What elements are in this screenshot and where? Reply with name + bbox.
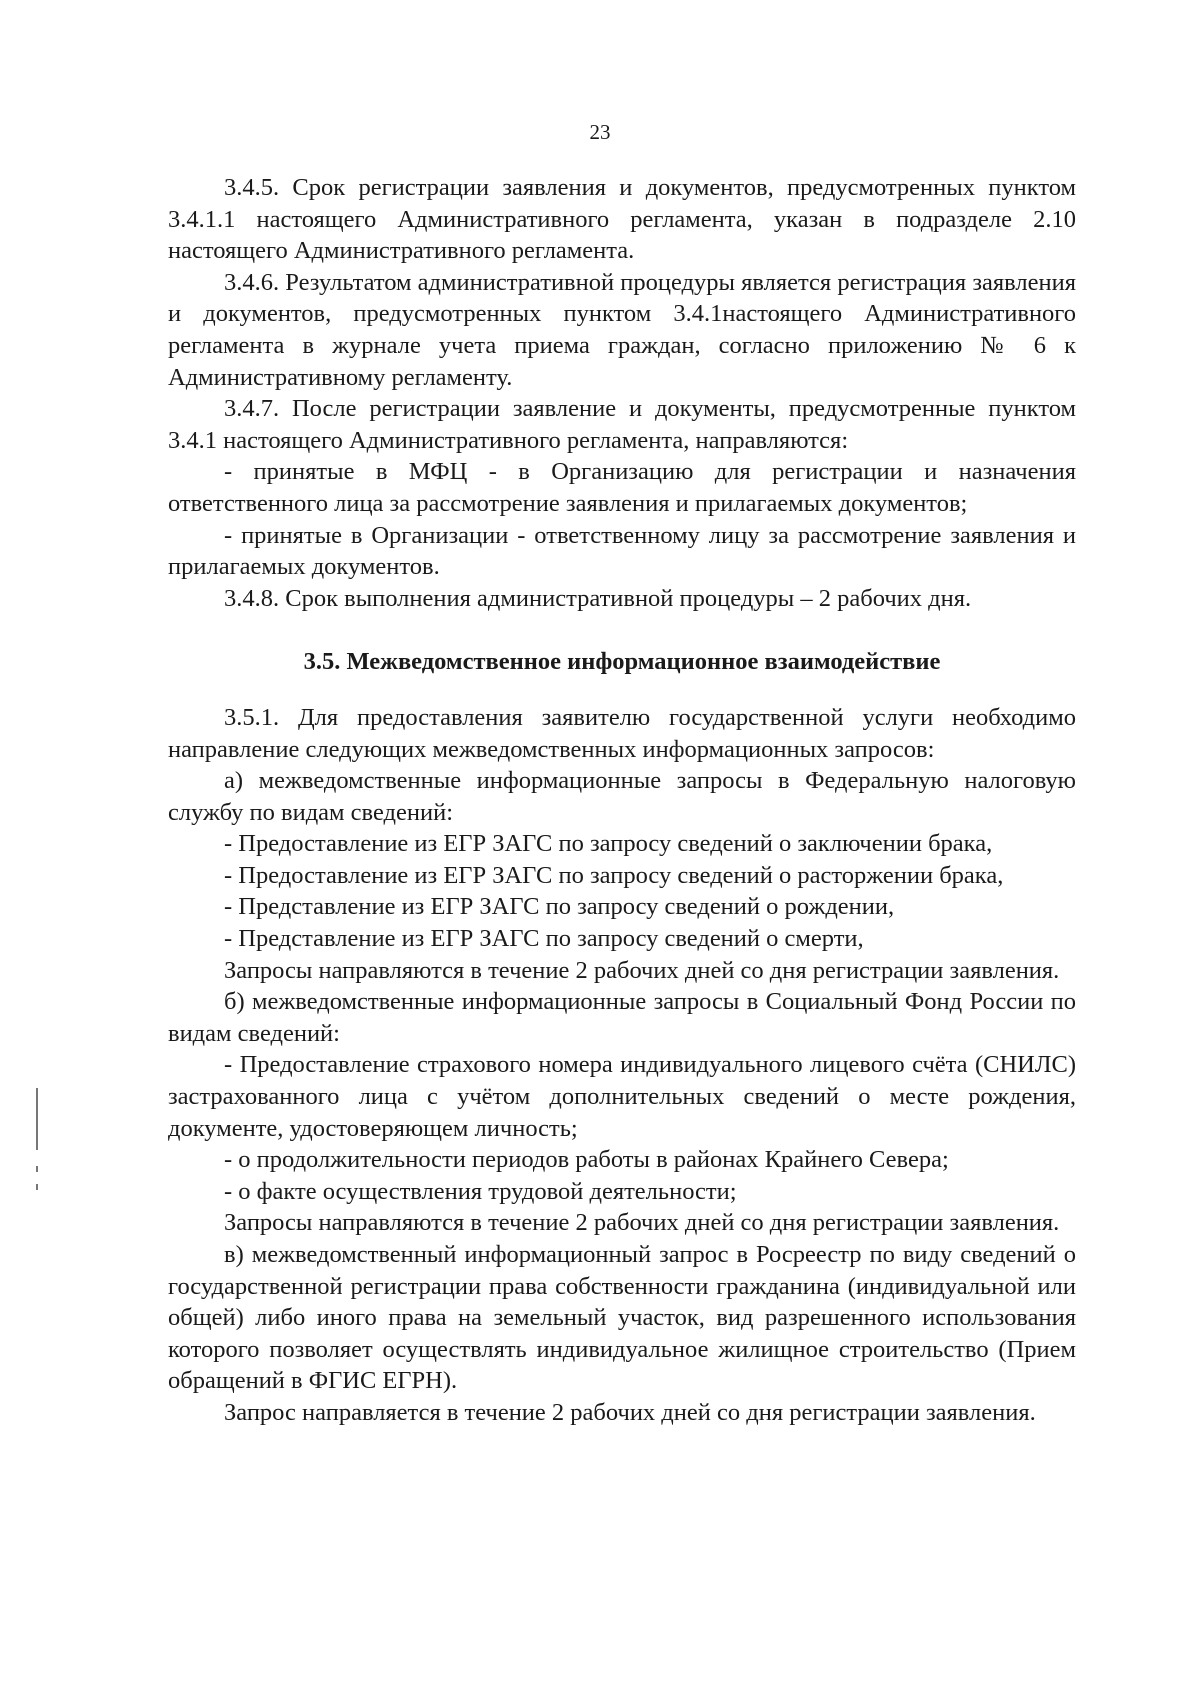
list-item: - о факте осуществления трудовой деятельности; [224, 1177, 737, 1205]
scan-mark [36, 1184, 38, 1190]
list-item-organization: - принятые в Организации - ответственному лицу за рассмотрение заявления и прилагаемых документов. [168, 521, 1076, 581]
list-item: - Представление из ЕГР ЗАГС по запросу сведений о смерти, [224, 925, 864, 953]
document-body [168, 172, 1076, 1429]
scan-mark [36, 1166, 38, 1172]
paragraph-3-4-6: 3.4.6. Результатом административной процедуры является регистрация заявления и документов, предусмотренных пунктом 3.4.1настоящего Административного регламента в журнале учета приема граждан, согласно приложению № 6 к Административному регламенту. [168, 268, 1076, 391]
section-heading: 3.5. Межведомственное информационное взаимодействие [303, 648, 941, 676]
requests-deadline: Запросы направляются в течение 2 рабочих дней со дня регистрации заявления. [224, 1209, 1060, 1237]
subitem-b: б) межведомственные информационные запросы в Социальный Фонд России по видам сведений: [168, 988, 1076, 1047]
paragraph-3-4-7: 3.4.7. После регистрации заявление и документы, предусмотренные пунктом 3.4.1 настоящего Административного регламента, направляются: [168, 395, 1076, 454]
scan-mark [36, 1088, 38, 1150]
list-item: - Предоставление из ЕГР ЗАГС по запросу сведений о заключении брака, [224, 830, 993, 858]
list-item: - Предоставление из ЕГР ЗАГС по запросу сведений о расторжении брака, [224, 861, 1004, 889]
subitem-a: а) межведомственные информационные запросы в Федеральную налоговую службу по видам сведений: [168, 767, 1076, 826]
paragraph-3-4-8: 3.4.8. Срок выполнения административной процедуры – 2 рабочих дня. [224, 584, 972, 612]
page-number: 23 [589, 120, 611, 144]
list-item-mfc: - принятые в МФЦ - в Организацию для регистрации и назначения ответственного лица за рассмотрение заявления и прилагаемых документов; [168, 458, 1076, 517]
subitem-v: в) межведомственный информационный запрос в Росреестр по виду сведений о государственной регистрации права собственности гражданина (индивидуальной или общей) либо иного права на земельный участок, вид разрешенного использования которого позволяет осуществлять индивидуальное жилищное строительство (Прием обращений в ФГИС ЕГРН). [168, 1241, 1076, 1395]
paragraph-3-4-5: 3.4.5. Срок регистрации заявления и документов, предусмотренных пунктом 3.4.1.1 настоящего Административного регламента, указан в подразделе 2.10 настоящего Административного регламента. [168, 174, 1076, 265]
list-item: - Предоставление страхового номера индивидуального лицевого счёта (СНИЛС) застрахованного лица с учётом дополнительных сведений о месте рождения, документе, удостоверяющем личность; [168, 1051, 1076, 1142]
requests-deadline: Запросы направляются в течение 2 рабочих дней со дня регистрации заявления. [224, 956, 1060, 984]
list-item: - о продолжительности периодов работы в районах Крайнего Севера; [224, 1146, 949, 1174]
list-item: - Представление из ЕГР ЗАГС по запросу сведений о рождении, [224, 893, 895, 921]
paragraph-3-5-1: 3.5.1. Для предоставления заявителю государственной услуги необходимо направление следующих межведомственных информационных запросов: [168, 703, 1076, 763]
request-deadline: Запрос направляется в течение 2 рабочих дней со дня регистрации заявления. [224, 1398, 1036, 1426]
